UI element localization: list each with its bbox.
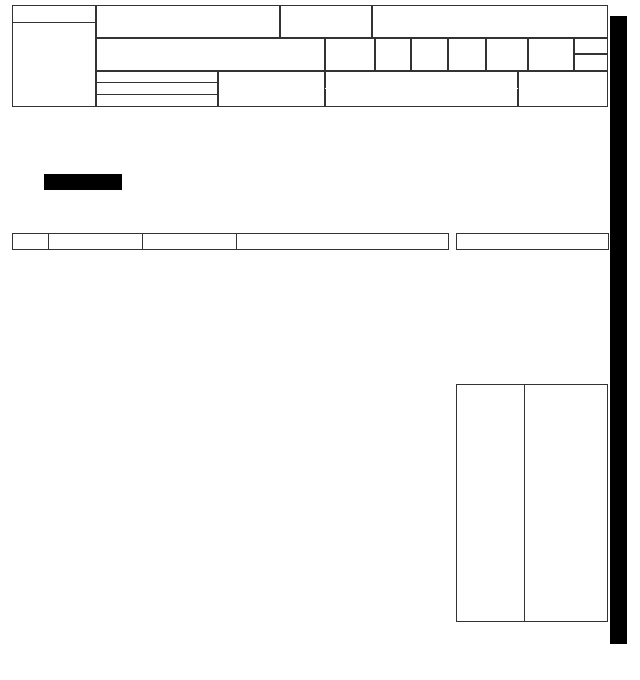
registration-cell [325, 38, 375, 71]
serial-cell [96, 38, 325, 71]
side-remarks-header [457, 234, 609, 250]
parts-header [49, 234, 143, 250]
model-year-cell [280, 5, 372, 38]
ac-value-cell [574, 54, 608, 71]
registration-box-2 [411, 38, 448, 71]
hours-cell [325, 71, 518, 107]
location-sidebar [610, 16, 627, 644]
deregistration-divider-2 [96, 94, 218, 95]
registration-box-3 [448, 38, 486, 71]
model-no-cell [372, 5, 608, 38]
lot-label-cell [12, 5, 96, 23]
item-header [13, 234, 49, 250]
condition-table-header [13, 234, 449, 250]
condition-table [12, 233, 449, 250]
remarks-header [237, 234, 449, 250]
parts-table-frame [456, 384, 608, 622]
registration-box-5 [528, 38, 574, 71]
registration-box-4 [486, 38, 528, 71]
maker-cell [96, 5, 280, 38]
parts-table-divider [524, 384, 525, 622]
condition-header [143, 234, 237, 250]
hours-divider [325, 88, 518, 89]
location-badge [44, 174, 122, 190]
fuel-cell [518, 71, 608, 107]
registration-box-1 [375, 38, 411, 71]
deregistration-cell [96, 71, 218, 107]
remarks-side-table [456, 233, 609, 250]
inspection-cell [218, 71, 325, 107]
ac-label-cell [574, 38, 608, 54]
deregistration-divider-1 [96, 82, 218, 83]
